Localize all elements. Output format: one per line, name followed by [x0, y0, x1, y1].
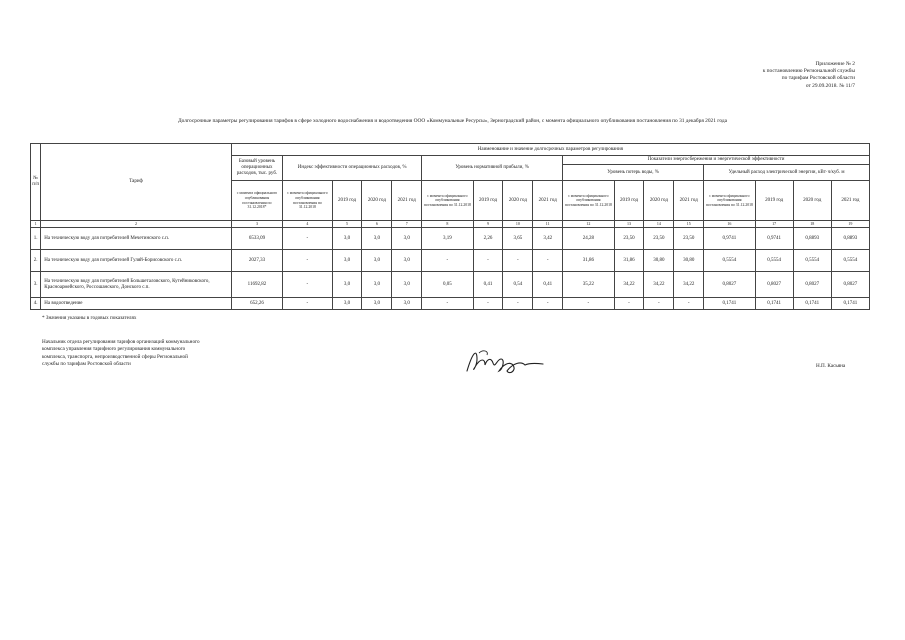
table-cell: 34,22 — [674, 272, 704, 298]
table-cell: - — [283, 298, 332, 310]
table-cell: - — [283, 228, 332, 250]
column-number: 3 — [231, 221, 282, 228]
table-row — [31, 228, 870, 250]
header-year: 2019 год — [332, 181, 362, 221]
column-number: 19 — [831, 221, 869, 228]
signatory-line: службы по тарифам Ростовской области — [42, 361, 131, 368]
table-cell: 0,8027 — [704, 272, 755, 298]
table-cell: 0,9741 — [755, 228, 793, 250]
table-row — [31, 250, 870, 272]
column-number: 15 — [674, 221, 704, 228]
row-number: 1. — [31, 228, 41, 250]
header-period: с момента официального опубликования постановления по 31.12.2018* — [231, 181, 282, 221]
column-number: 14 — [644, 221, 674, 228]
table-cell: - — [473, 298, 503, 310]
table-cell: - — [503, 298, 533, 310]
table-cell: 23,50 — [674, 228, 704, 250]
table-cell: 3,0 — [332, 272, 362, 298]
header-energy-indicators: Показатели энергосбережения и энергетической эффективности — [563, 156, 870, 165]
header-base-level: Базовый уровень операционных расходов, тыс. руб. — [231, 156, 282, 181]
table-cell: 3,0 — [392, 250, 422, 272]
table-cell: 3,0 — [332, 228, 362, 250]
column-number: 17 — [755, 221, 793, 228]
table-cell: 0,5554 — [793, 250, 831, 272]
table-cell: - — [563, 298, 614, 310]
column-number: 12 — [563, 221, 614, 228]
table-cell: 0,8893 — [793, 228, 831, 250]
table-cell: 3,0 — [392, 228, 422, 250]
header-year: 2020 год — [644, 181, 674, 221]
table-cell: 3,0 — [362, 272, 392, 298]
table-row — [31, 298, 870, 310]
header-year: 2019 год — [755, 181, 793, 221]
table-cell: 0,05 — [422, 272, 473, 298]
header-parameters-group: Наименование и значение долгосрочных параметров регулирования — [231, 144, 869, 156]
column-number: 16 — [704, 221, 755, 228]
row-number: 2. — [31, 250, 41, 272]
header-year: 2021 год — [831, 181, 869, 221]
table-row — [31, 272, 870, 298]
header-year: 2019 год — [473, 181, 503, 221]
table-cell: 2,26 — [473, 228, 503, 250]
table-cell: 3,0 — [362, 250, 392, 272]
table-cell: 3,0 — [392, 272, 422, 298]
row-tariff-name: На водоотведение — [41, 298, 231, 310]
table-cell: - — [533, 298, 563, 310]
table-cell: 30,80 — [674, 250, 704, 272]
table-cell: 3,0 — [332, 298, 362, 310]
header-specific-consumption: Удельный расход электрической энергии, кВт·ч/куб. м — [704, 165, 870, 181]
header-year: 2021 год — [533, 181, 563, 221]
table-cell: 0,9741 — [704, 228, 755, 250]
column-number: 8 — [422, 221, 473, 228]
column-number: 18 — [793, 221, 831, 228]
header-year: 2020 год — [793, 181, 831, 221]
table-cell: 0,8893 — [831, 228, 869, 250]
header-period: с момента официального опубликования постановления по 31.12.2018 — [563, 181, 614, 221]
header-period: с момента официального опубликования постановления по 31.12.2018 — [422, 181, 473, 221]
signer-name: Н.П. Касьяна — [816, 363, 846, 369]
table-cell: - — [614, 298, 644, 310]
column-number: 5 — [332, 221, 362, 228]
header-normative-profit: Уровень нормативной прибыли, % — [422, 156, 563, 181]
table-cell: 3,19 — [422, 228, 473, 250]
appendix-line: по тарифам Ростовской области — [781, 75, 855, 82]
appendix-line: к постановлению Региональной службы — [762, 68, 855, 75]
table-cell: 0,5554 — [704, 250, 755, 272]
table-cell: 0,41 — [533, 272, 563, 298]
table-cell: 0,54 — [503, 272, 533, 298]
row-tariff-name: На техническую воду для потребителей Мечетинского с.п. — [41, 228, 231, 250]
table-cell: - — [422, 250, 473, 272]
column-number: 4 — [283, 221, 332, 228]
table-cell: 0,5554 — [831, 250, 869, 272]
signatory-line: комплекса управления тарифного регулирования коммунального — [42, 346, 186, 353]
column-number: 11 — [533, 221, 563, 228]
appendix-line: от 29.09.2018. № 11/7 — [805, 82, 855, 89]
table-cell: 23,50 — [614, 228, 644, 250]
column-number: 1 — [31, 221, 41, 228]
table-cell: 3,0 — [332, 250, 362, 272]
table-cell: 35,22 — [563, 272, 614, 298]
header-water-losses: Уровень потерь воды, % — [563, 165, 704, 181]
table-cell: 0,8027 — [755, 272, 793, 298]
table-cell: 0,1741 — [755, 298, 793, 310]
table-cell: - — [283, 250, 332, 272]
table-cell: 3,65 — [503, 228, 533, 250]
row-tariff-name: На техническую воду для потребителей Гуляй-Борисовского с.п. — [41, 250, 231, 272]
table-cell: 3,0 — [362, 298, 392, 310]
table-cell: - — [503, 250, 533, 272]
table-cell: 0,8027 — [793, 272, 831, 298]
column-number: 7 — [392, 221, 422, 228]
footnote: * Значения указаны в годовых показателях — [42, 315, 137, 321]
table-cell: - — [533, 250, 563, 272]
appendix-line: Приложение № 2 — [815, 61, 855, 67]
table-cell: 0,8027 — [831, 272, 869, 298]
column-number: 6 — [362, 221, 392, 228]
signatory-line: комплекса, транспорта, непроизводственной сферы Региональной — [42, 353, 188, 360]
table-cell: 0,1741 — [704, 298, 755, 310]
table-cell: 24,28 — [563, 228, 614, 250]
header-year: 2019 год — [614, 181, 644, 221]
column-number: 10 — [503, 221, 533, 228]
table-cell: 34,22 — [644, 272, 674, 298]
table-cell: - — [674, 298, 704, 310]
table-cell: 652,26 — [231, 298, 282, 310]
header-efficiency-index: Индекс эффективности операционных расходов, % — [283, 156, 422, 181]
column-number: 9 — [473, 221, 503, 228]
table-cell: 30,80 — [644, 250, 674, 272]
header-period: с момента официального опубликования постановления по 31.12.2018 — [283, 181, 332, 221]
header-tariff: Тариф — [41, 144, 231, 221]
table-cell: 3,42 — [533, 228, 563, 250]
document-title: Долгосрочные параметры регулирования тарифов в сфере холодного водоснабжения и водоотведения ООО «Коммунальные Ресурсы», Зерноградский район, с момента официального опубликования постановления по 31 декабря 2021 года — [177, 118, 728, 124]
table-cell: 2027,33 — [231, 250, 282, 272]
table-cell: 0,1741 — [793, 298, 831, 310]
handwritten-signature — [463, 345, 573, 384]
column-number: 13 — [614, 221, 644, 228]
table-cell: - — [422, 298, 473, 310]
row-number: 4. — [31, 298, 41, 310]
signatory-position — [42, 339, 242, 369]
table-cell: - — [283, 272, 332, 298]
table-cell: 6533,09 — [231, 228, 282, 250]
header-number: № п/п — [31, 144, 41, 221]
table-cell: 34,22 — [614, 272, 644, 298]
header-year: 2021 год — [674, 181, 704, 221]
table-cell: - — [473, 250, 503, 272]
table-cell: 3,0 — [392, 298, 422, 310]
table-cell: 31,86 — [614, 250, 644, 272]
row-tariff-name: На техническую воду для потребителей Большеталовского, Кутейниковского, Красноармейского, Россошанского, Донского с.п. — [41, 272, 231, 298]
table-cell: 0,1741 — [831, 298, 869, 310]
table-cell: 0,41 — [473, 272, 503, 298]
column-number: 2 — [41, 221, 231, 228]
appendix-heading — [763, 61, 855, 90]
table-cell: 23,50 — [644, 228, 674, 250]
header-period: с момента официального опубликования постановления по 31.12.2018 — [704, 181, 755, 221]
header-year: 2020 год — [362, 181, 392, 221]
table-cell: 0,5554 — [755, 250, 793, 272]
header-year: 2020 год — [503, 181, 533, 221]
signatory-line: Начальник отдела регулирования тарифов организаций коммунального — [42, 339, 200, 345]
row-number: 3. — [31, 272, 41, 298]
parameters-table — [30, 143, 870, 310]
table-cell: - — [644, 298, 674, 310]
header-year: 2021 год — [392, 181, 422, 221]
table-cell: 11692,82 — [231, 272, 282, 298]
table-cell: 31,86 — [563, 250, 614, 272]
table-cell: 3,0 — [362, 228, 392, 250]
